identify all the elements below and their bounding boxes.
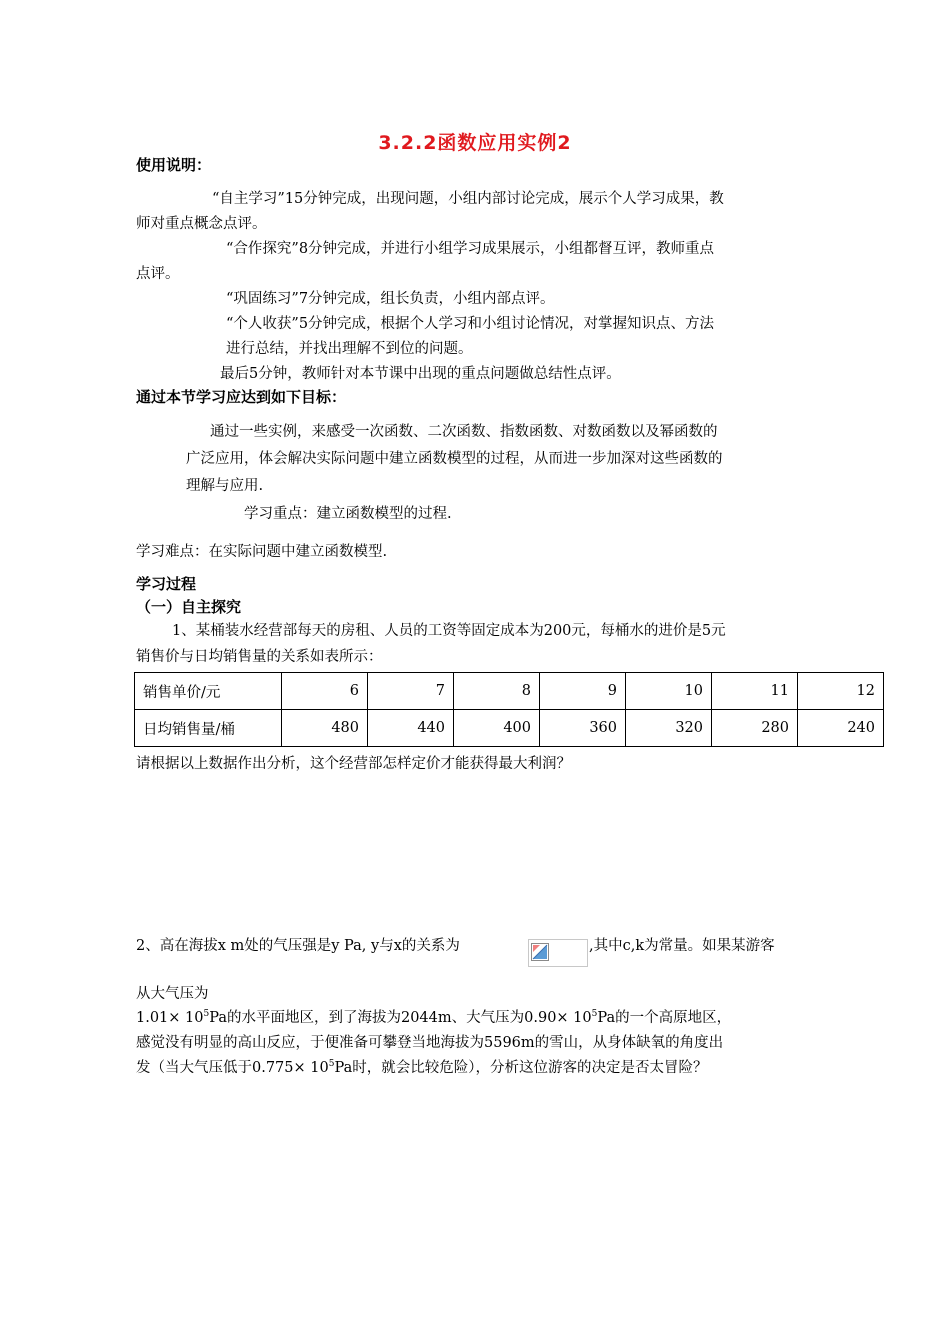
process-heading: 学习过程 — [136, 575, 197, 593]
goals-line3: 理解与应用. — [186, 478, 264, 494]
table-cell: 10 — [626, 673, 712, 710]
formula-image — [528, 939, 588, 967]
q2-part-a: 2、高在海拔x m处的气压强是y Pa, y与x的关系为 — [136, 938, 460, 954]
q2-line2: 从大气压为 — [136, 986, 209, 1002]
usage-heading: 使用说明： — [136, 156, 212, 174]
table-cell: 360 — [540, 710, 626, 747]
table-cell: 280 — [712, 710, 798, 747]
broken-image-icon — [531, 943, 549, 961]
q1-line1: 1、某桶装水经营部每天的房租、人员的工资等固定成本为200元，每桶水的进价是5元 — [172, 623, 726, 639]
usage-p5: 最后5分钟，教师针对本节课中出现的重点问题做总结性点评。 — [220, 366, 621, 382]
table-cell: 480 — [282, 710, 368, 747]
usage-p4-line1: “个人收获”5分钟完成，根据个人学习和小组讨论情况，对掌握知识点、方法 — [226, 316, 715, 332]
difficulty: 学习难点：在实际问题中建立函数模型. — [136, 544, 388, 560]
q2-line5: 发（当大气压低于$0.775\times 10^5Pa$时，就会比较危险），分析这位游客的决定是否太冒险？ — [136, 1059, 708, 1076]
q2-part-b: ,其中c,k为常量。如果某游客 — [589, 938, 775, 954]
goals-line2: 广泛应用，体会解决实际问题中建立函数模型的过程，从而进一步加深对这些函数的 — [186, 451, 723, 467]
table-cell: 12 — [798, 673, 884, 710]
table-cell: 320 — [626, 710, 712, 747]
usage-p1-line1: “自主学习”15分钟完成，出现问题，小组内部讨论完成，展示个人学习成果，教 — [212, 191, 724, 207]
q2-line4: 感觉没有明显的高山反应，于便准备可攀登当地海拔为5596m的雪山，从身体缺氧的角度出 — [136, 1035, 724, 1051]
q1-question: 请根据以上数据作出分析，这个经营部怎样定价才能获得最大利润？ — [136, 756, 571, 772]
section1-heading: （一）自主探究 — [136, 598, 242, 616]
table-cell: 7 — [368, 673, 454, 710]
sales-table — [134, 672, 884, 747]
q2-line3: $1.01\times 10^5Pa$的水平面地区，到了海拔为2044m、大气压为$0.90\times 10^5Pa$的一个高原地区， — [136, 1009, 732, 1026]
goals-heading: 通过本节学习应达到如下目标： — [136, 388, 347, 406]
table-cell: 11 — [712, 673, 798, 710]
usage-p2-line2: 点评。 — [136, 266, 180, 282]
usage-p2-line1: “合作探究”8分钟完成，并进行小组学习成果展示，小组都督互评，教师重点 — [226, 241, 715, 257]
q1-line2: 销售价与日均销售量的关系如表所示： — [136, 649, 383, 665]
page-title: 3.2.2函数应用实例2 — [378, 132, 572, 154]
usage-p3: “巩固练习”7分钟完成，组长负责，小组内部点评。 — [226, 291, 555, 307]
table-cell-label: 销售单价/元 — [135, 673, 282, 710]
usage-p4-line2: 进行总结，并找出理解不到位的问题。 — [226, 341, 473, 357]
table-cell: 440 — [368, 710, 454, 747]
table-row-volume — [135, 710, 884, 747]
table-row-price — [135, 673, 884, 710]
table-cell: 6 — [282, 673, 368, 710]
table-cell: 8 — [454, 673, 540, 710]
table-cell: 400 — [454, 710, 540, 747]
table-cell: 9 — [540, 673, 626, 710]
goals-line1: 通过一些实例，来感受一次函数、二次函数、指数函数、对数函数以及幂函数的 — [210, 424, 718, 440]
table-cell: 240 — [798, 710, 884, 747]
key-point: 学习重点：建立函数模型的过程. — [244, 506, 452, 522]
usage-p1-line2: 师对重点概念点评。 — [136, 216, 267, 232]
table-cell-label: 日均销售量/桶 — [135, 710, 282, 747]
